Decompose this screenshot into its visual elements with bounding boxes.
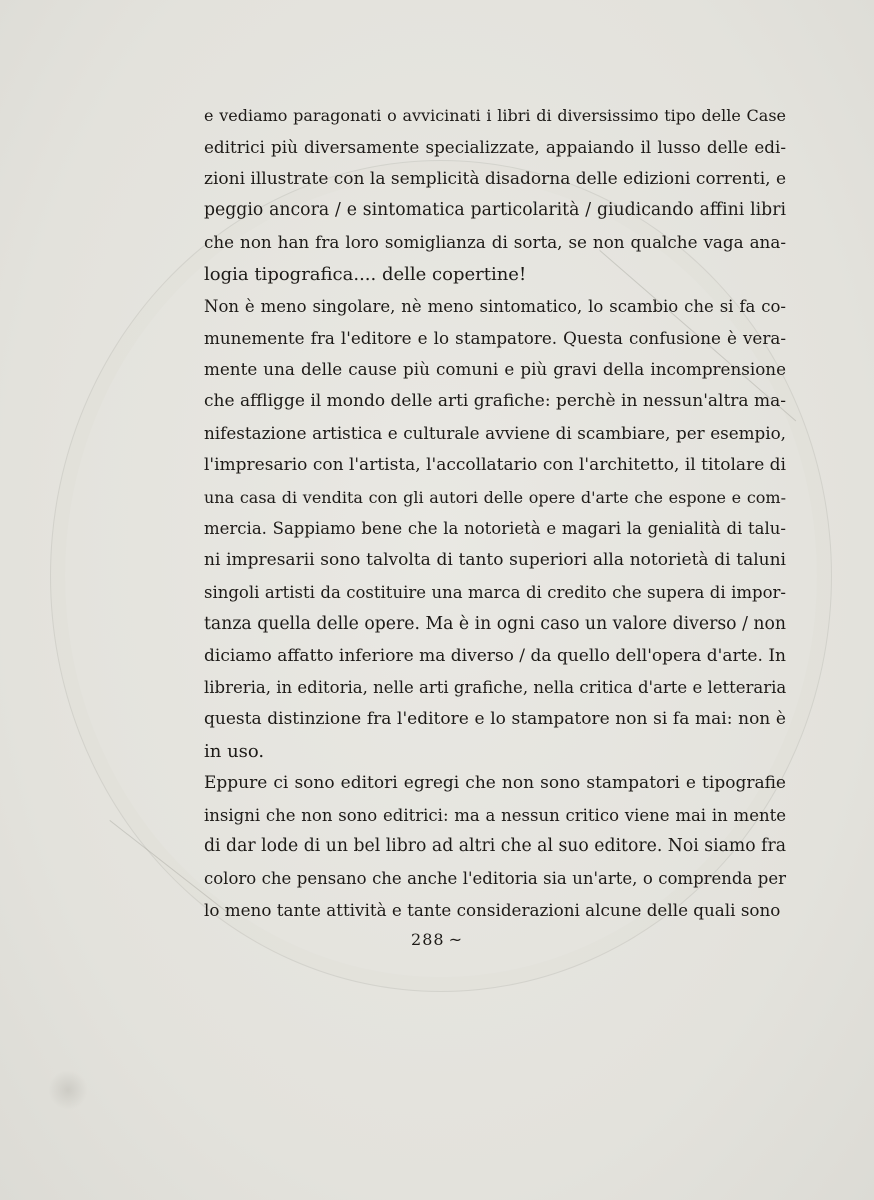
text-line: che affligge il mondo delle arti grafiche: perchè in nessun'altra ma-: [204, 391, 786, 412]
text-line: l'impresario con l'artista, l'accollatario con l'architetto, il titolare di: [204, 454, 786, 475]
page-number: [0, 930, 874, 949]
text-line: diciamo affatto inferiore ma diverso / da quello dell'opera d'arte. In: [204, 645, 786, 666]
paragraph: [204, 291, 786, 768]
paragraph: [204, 768, 786, 927]
text-line: coloro che pensano che anche l'editoria sia un'arte, o comprenda per: [204, 869, 786, 889]
text-line: questa distinzione fra l'editore e lo stampatore non si fa mai: non è: [204, 709, 786, 730]
text-line: di dar lode di un bel libro ad altri che al suo editore. Noi siamo fra: [204, 836, 787, 857]
text-line: Eppure ci sono editori egregi che non sono stampatori e tipografie: [204, 772, 786, 793]
text-line: Non è meno singolare, nè meno sintomatico, lo scambio che si fa co-: [204, 296, 786, 316]
text-line: insigni che non sono editrici: ma a nessun critico viene mai in mente: [204, 805, 786, 825]
text-line: e vediamo paragonati o avvicinati i libri di diversissimo tipo delle Case: [204, 106, 786, 125]
text-line: munemente fra l'editore e lo stampatore. Questa confusione è vera-: [204, 327, 786, 348]
body-text: [204, 100, 786, 927]
paragraph: [204, 100, 786, 291]
text-line: singoli artisti da costituire una marca di credito che supera di impor-: [204, 582, 786, 602]
text-line: ni impresarii sono talvolta di tanto superiori alla notorietà di taluni: [204, 550, 786, 571]
text-line: peggio ancora / e sintomatica particolarità / giudicando affini libri: [204, 200, 786, 221]
text-line: in uso.: [204, 740, 265, 762]
paper-smudge: [48, 1070, 88, 1110]
text-line: libreria, in editoria, nelle arti grafiche, nella critica d'arte e letteraria: [204, 678, 787, 698]
page-number-flourish: ~: [448, 930, 463, 949]
text-line: una casa di vendita con gli autori delle opere d'arte che espone e com-: [204, 487, 786, 507]
text-line: tanza quella delle opere. Ma è in ogni caso un valore diverso / non: [204, 613, 786, 634]
text-line: editrici più diversamente specializzate, appaiando il lusso delle edi-: [204, 136, 786, 157]
text-line: lo meno tante attività e tante considerazioni alcune delle quali sono: [204, 899, 781, 920]
page-number-value: 288: [411, 930, 445, 949]
text-line: mercia. Sappiamo bene che la notorietà e magari la genialità di talu-: [204, 519, 786, 539]
text-line: mente una delle cause più comuni e più gravi della incomprensione: [204, 359, 786, 380]
text-line: nifestazione artistica e culturale avviene di scambiare, per esempio,: [204, 422, 786, 443]
text-line: che non han fra loro somiglianza di sorta, se non qualche vaga ana-: [204, 232, 786, 253]
text-line: zioni illustrate con la semplicità disadorna delle edizioni correnti, e: [204, 168, 787, 189]
text-line: logia tipografica.... delle copertine!: [204, 263, 527, 285]
